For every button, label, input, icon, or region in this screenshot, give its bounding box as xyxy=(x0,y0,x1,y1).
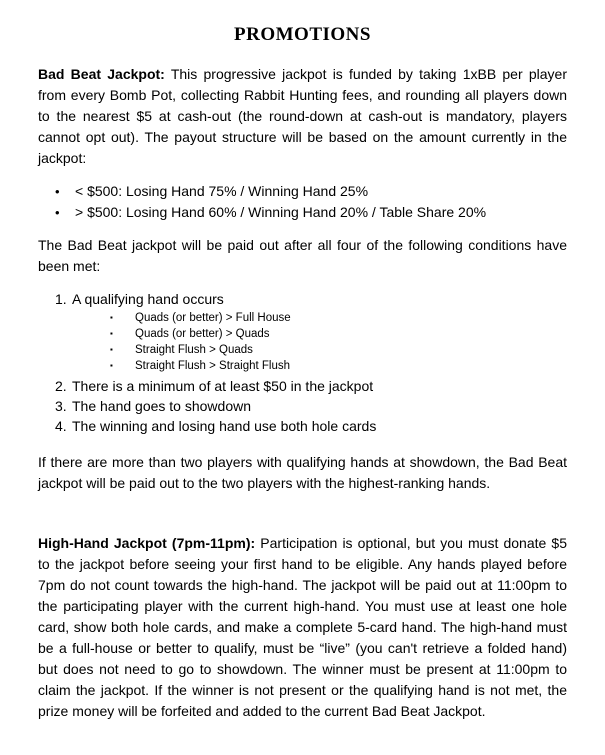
qualifying-hand-option: Straight Flush > Straight Flush xyxy=(135,360,291,372)
high-hand-body-text: Participation is optional, but you must donate $5 to the jackpot before seeing your first hand to be eligible. Any hands played before 7pm do not count towards the high-hand. The jackpot will be paid out at 11:00pm to the participating player with the current high-hand. You must use at least one hole card, show both hole cards, and make a complete 5-card hand. The high-hand must be a full-house or better to qualify, must be “live” (you can't retrieve a folded hand) but does not need to go to showdown. The winner must be present at 11:00pm to claim the jackpot. If the winner is not present or the qualifying hand is not met, the prize money will be forfeited and added to the current Bad Beat Jackpot. xyxy=(38,535,567,719)
section-divider-gap xyxy=(38,506,567,533)
bullet-icon: • xyxy=(55,184,60,199)
list-number: 1. xyxy=(55,291,67,307)
page-title: PROMOTIONS xyxy=(234,24,371,45)
square-bullet-icon: ▪ xyxy=(110,345,113,354)
bad-beat-intro-paragraph xyxy=(38,64,567,169)
conditions-intro-paragraph: The Bad Beat jackpot will be paid out after all four of the following conditions have been met: xyxy=(38,237,567,274)
high-hand-paragraph xyxy=(38,533,567,722)
bad-beat-heading: Bad Beat Jackpot: xyxy=(38,66,165,82)
list-item xyxy=(38,358,567,374)
list-item xyxy=(38,289,567,309)
list-item xyxy=(38,202,567,223)
list-item xyxy=(38,326,567,342)
square-bullet-icon: ▪ xyxy=(110,329,113,338)
condition-minimum-jackpot: There is a minimum of at least $50 in the jackpot xyxy=(72,378,374,394)
condition-qualifying-hand: A qualifying hand occurs xyxy=(72,291,224,307)
square-bullet-icon: ▪ xyxy=(110,361,113,370)
list-item xyxy=(38,310,567,326)
list-item xyxy=(38,416,567,436)
list-item xyxy=(38,396,567,416)
bullet-icon: • xyxy=(55,205,60,220)
payout-tier-under-500: < $500: Losing Hand 75% / Winning Hand 25% xyxy=(75,183,369,199)
tiebreak-paragraph: If there are more than two players with qualifying hands at showdown, the Bad Beat jackpot will be paid out to the two players with the highest-ranking hands. xyxy=(38,454,567,491)
qualifying-hand-option: Straight Flush > Quads xyxy=(135,344,253,356)
qualifying-hands-sublist xyxy=(38,310,567,374)
list-item xyxy=(38,376,567,396)
payout-structure-list xyxy=(38,181,567,223)
list-number: 4. xyxy=(55,418,67,434)
condition-showdown: The hand goes to showdown xyxy=(72,398,252,414)
bad-beat-intro-text: This progressive jackpot is funded by taking 1xBB per player from every Bomb Pot, collecting Rabbit Hunting fees, and rounding all players down to the nearest $5 at cash-out (the round-down at cash-out is mandatory, players cannot opt out). The payout structure will be based on the amount currently in the jackpot: xyxy=(38,66,567,166)
qualifying-hand-option: Quads (or better) > Quads xyxy=(135,328,270,340)
qualifying-hand-option: Quads (or better) > Full House xyxy=(135,312,291,324)
high-hand-heading: High-Hand Jackpot (7pm-11pm): xyxy=(38,535,256,551)
list-number: 2. xyxy=(55,378,67,394)
list-item xyxy=(38,342,567,358)
condition-hole-cards: The winning and losing hand use both hole cards xyxy=(72,418,377,434)
square-bullet-icon: ▪ xyxy=(110,313,113,322)
conditions-list xyxy=(38,289,567,436)
list-item xyxy=(38,181,567,202)
list-number: 3. xyxy=(55,398,67,414)
payout-tier-over-500: > $500: Losing Hand 60% / Winning Hand 20% / Table Share 20% xyxy=(75,204,487,220)
